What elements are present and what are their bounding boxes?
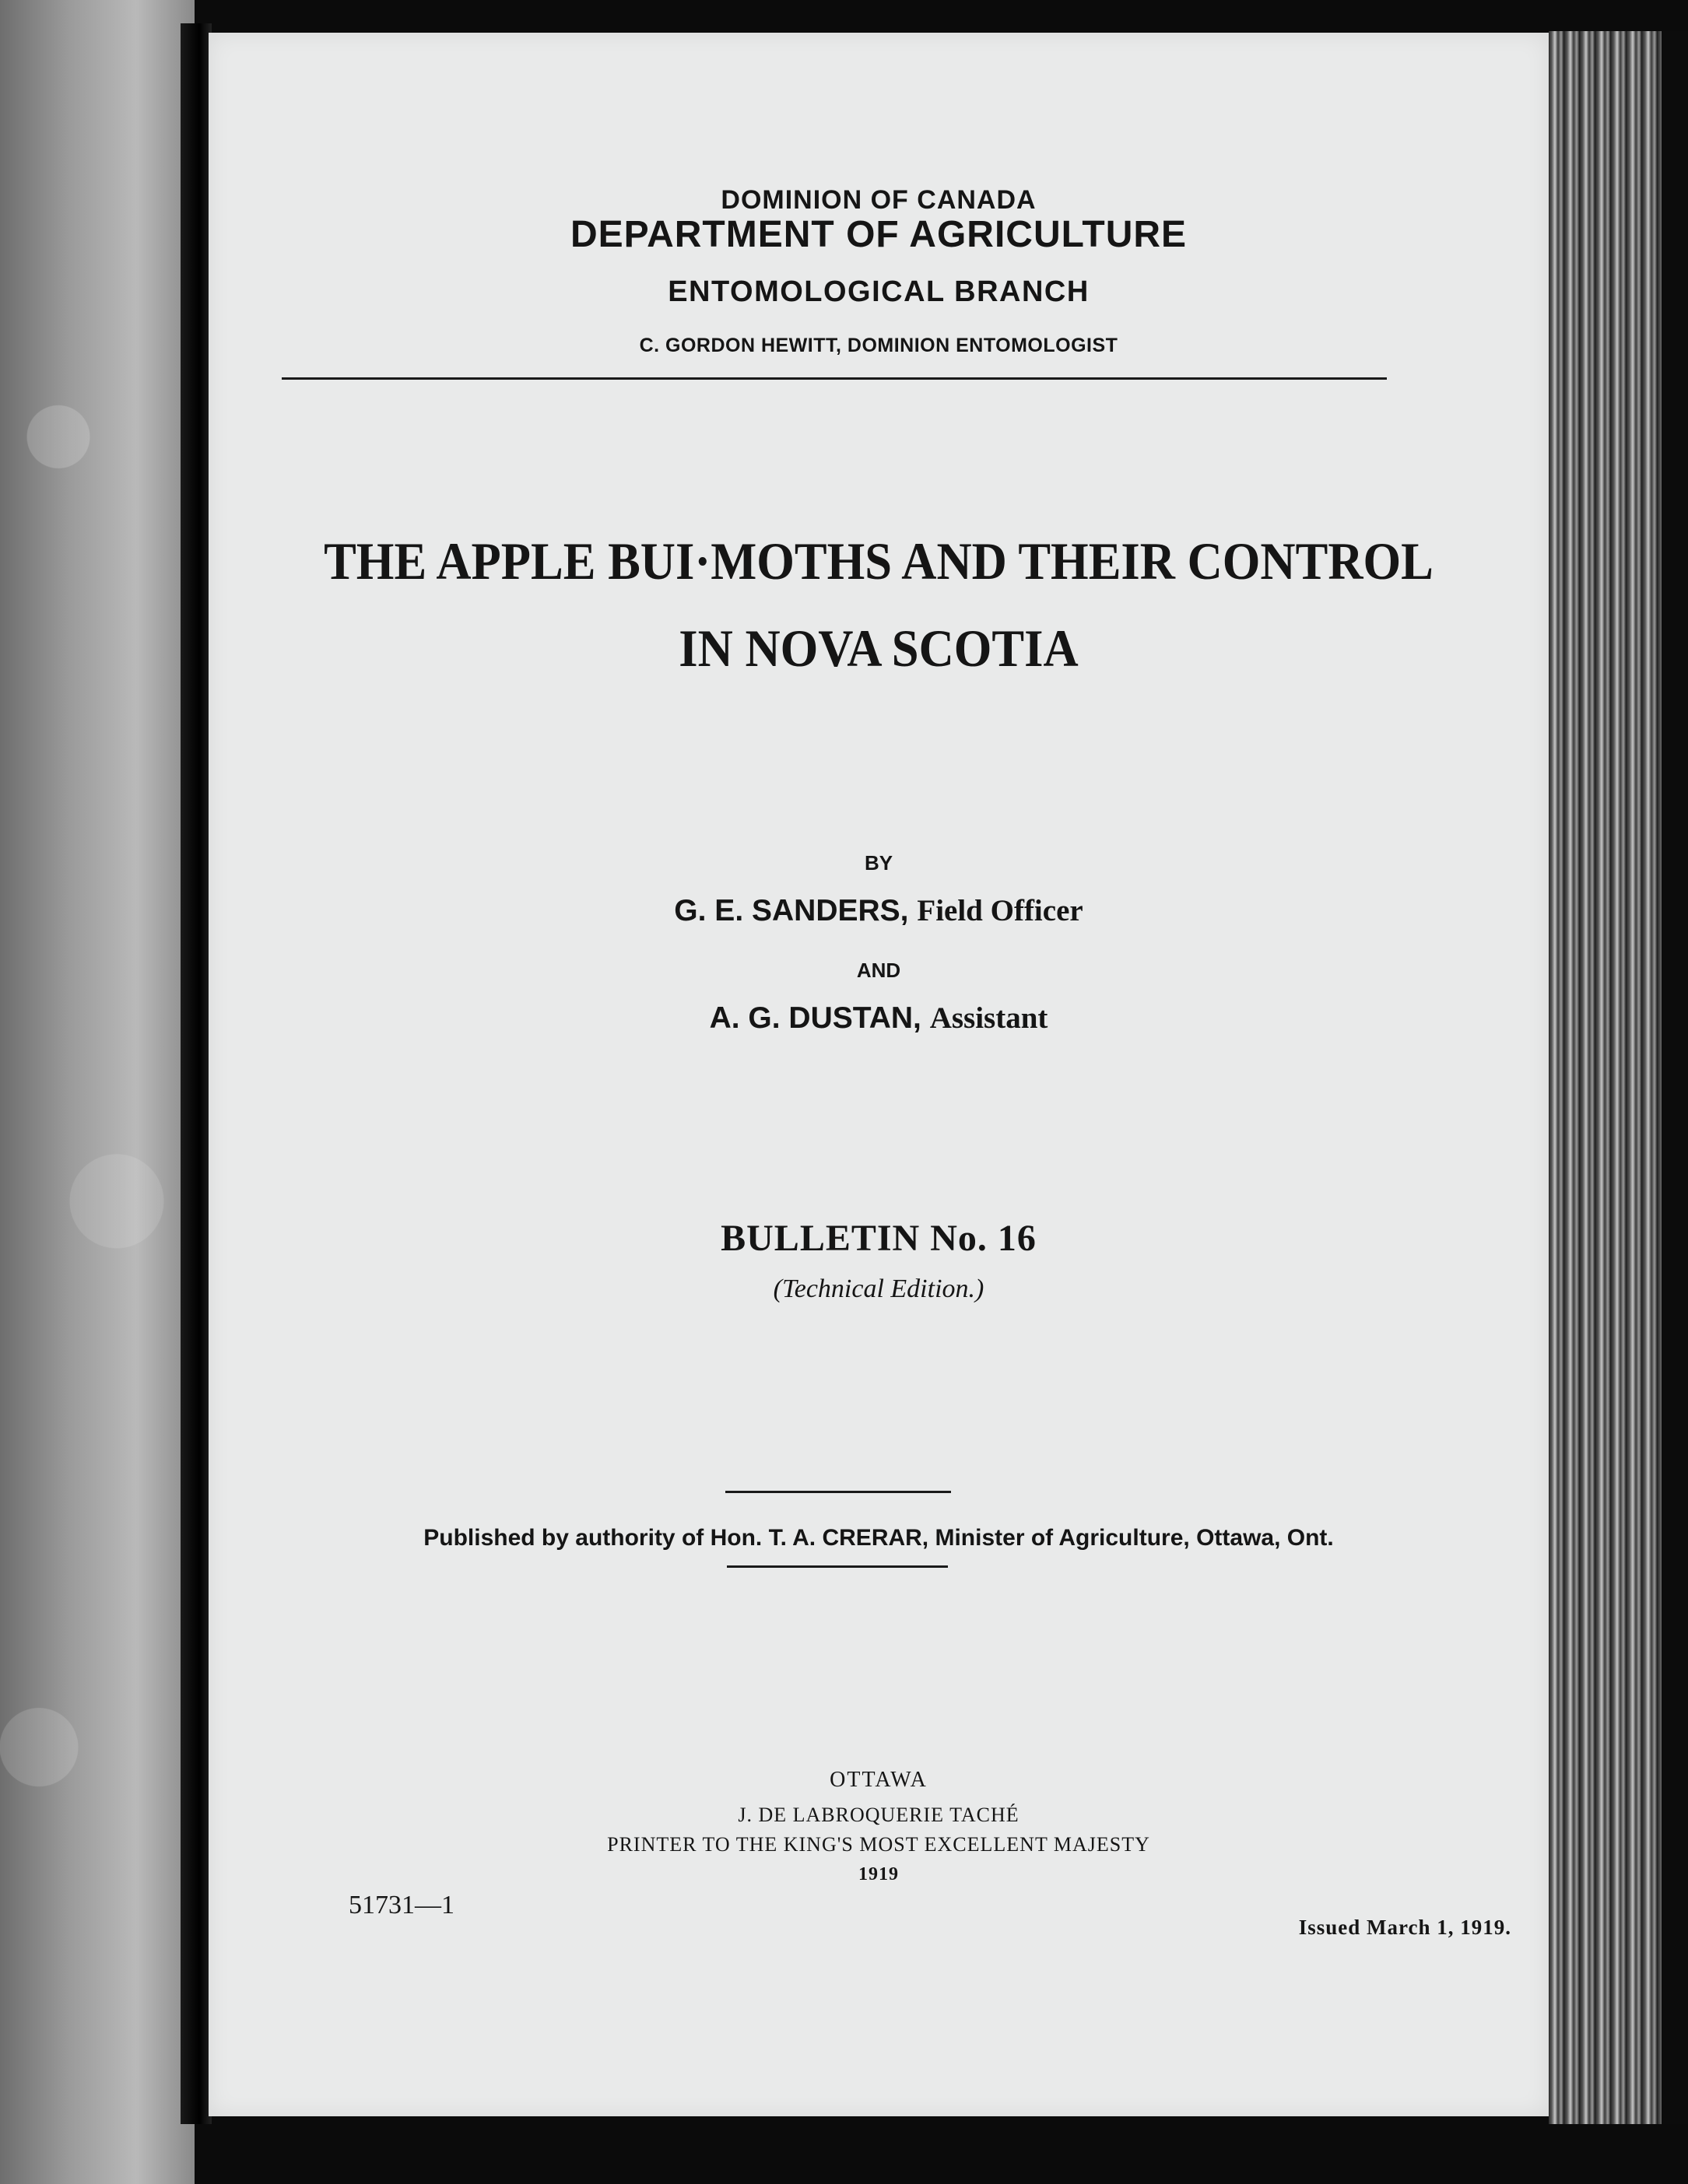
bulletin-edition: (Technical Edition.): [773, 1274, 984, 1303]
title-line2: IN NOVA SCOTIA: [679, 619, 1079, 678]
publication-authority: Published by authority of Hon. T. A. CRERAR, Minister of Agriculture, Ottawa, Ont.: [423, 1525, 1334, 1551]
author1: [209, 893, 1549, 928]
author1-role: Field Officer: [917, 894, 1083, 927]
page-edges: [1549, 31, 1665, 2124]
title-page: [209, 33, 1549, 2116]
authority-rule-bottom: [727, 1565, 948, 1568]
authors-by: BY: [864, 851, 893, 875]
authority-rule-top: [725, 1491, 951, 1493]
page-edges-border: [1662, 31, 1688, 2124]
binding-shadow: [181, 23, 212, 2124]
imprint-printer-title: PRINTER TO THE KING'S MOST EXCELLENT MAJESTY: [607, 1833, 1150, 1856]
imprint-year: 1919: [858, 1864, 899, 1884]
bulletin-number: BULLETIN No. 16: [721, 1218, 1037, 1259]
imprint-city: OTTAWA: [830, 1768, 928, 1792]
header-department: DEPARTMENT OF AGRICULTURE: [570, 214, 1188, 255]
author1-name: G. E. SANDERS,: [674, 894, 909, 927]
issued-date: Issued March 1, 1919.: [1298, 1916, 1511, 1939]
author2-role: Assistant: [929, 1001, 1048, 1035]
left-gutter: [0, 0, 195, 2184]
author2-name: A. G. DUSTAN,: [709, 1001, 921, 1035]
header-dominion: DOMINION OF CANADA: [721, 185, 1037, 215]
title-line1: THE APPLE BUI·MOTHS AND THEIR CONTROL: [324, 531, 1434, 591]
header-branch: ENTOMOLOGICAL BRANCH: [668, 275, 1090, 308]
imprint-printer: J. DE LABROQUERIE TACHÉ: [738, 1804, 1019, 1826]
header-entomologist: C. GORDON HEWITT, DOMINION ENTOMOLOGIST: [639, 335, 1118, 356]
authors-and: AND: [856, 959, 901, 982]
catalog-number: 51731—1: [349, 1891, 454, 1919]
header-rule: [282, 377, 1387, 380]
author2: [209, 1001, 1549, 1036]
